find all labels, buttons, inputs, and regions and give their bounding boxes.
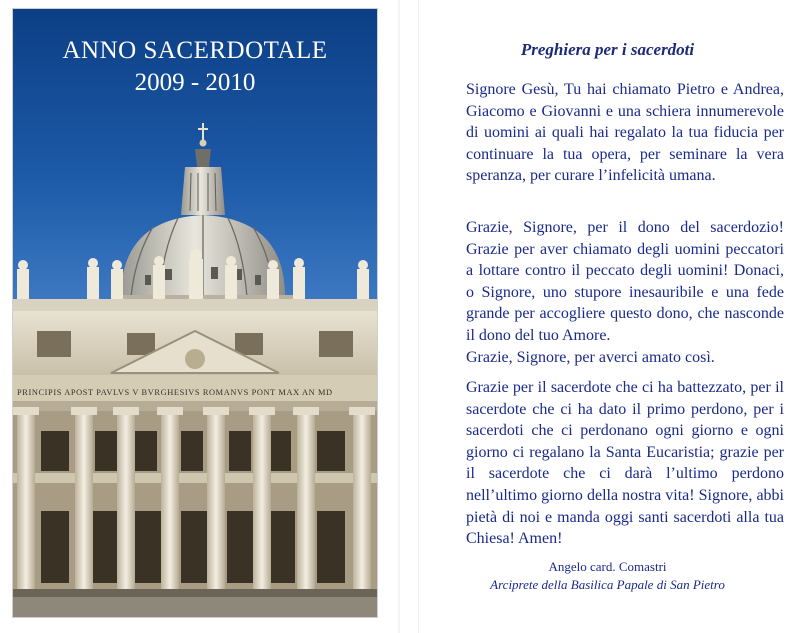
st-peters-basilica-image xyxy=(13,119,377,618)
prayer-paragraph-3: Grazie per il sacerdote che ci ha battezzato, per il sacerdote che ci ha dato il primo perdono, per i sacerdoti che ci perdonano ogni giorno e ogni giorno ci regalano la Santa Eucaristia; grazie per il sacerdote che ci darà l’ultimo perdono nell’ultimo giorno della nostra vita! Signore, abbi pietà di noi e manda oggi santi sacerdoti alla tua Chiesa! Amen! xyxy=(466,379,784,548)
prayer-paragraph-2 xyxy=(466,217,784,368)
card-front xyxy=(12,8,378,618)
signature-role: Arciprete della Basilica Papale di San Pietro xyxy=(490,577,725,592)
prayer-paragraph-2-closing: Grazie, Signore, per averci amato così. xyxy=(466,348,715,366)
prayer-title: Preghiera per i sacerdoti xyxy=(520,40,695,59)
card-fold-shadow xyxy=(418,0,419,633)
card-years: 2009 - 2010 xyxy=(134,69,256,96)
facade-inscription: PRINCIPIS APOST PAVLVS V BVRGHESIVS ROMANVS PONT MAX AN MD xyxy=(17,388,333,397)
card-fold-line xyxy=(398,0,400,633)
card-title: ANNO SACERDOTALE xyxy=(62,37,328,64)
signature-author: Angelo card. Comastri xyxy=(548,559,667,574)
prayer-paragraph-1: Signore Gesù, Tu hai chiamato Pietro e Andrea, Giacomo e Giovanni e una schiera innumerevole di uomini ai quali hai regalato la tua fiducia per continuare la tua opera, per seminare la vera speranza, per curare l’infelicità umana. xyxy=(466,81,784,185)
card-back xyxy=(430,0,800,633)
prayer-paragraph-2-text: Grazie, Signore, per il dono del sacerdozio! Grazie per aver chiamato degli uomini peccatori a lottare contro il peccato degli uomini! Donaci, o Signore, uno stupore inesauribile e una fede grande per accogliere questo dono, che nasconde il dono del tuo Amore. xyxy=(466,219,784,344)
